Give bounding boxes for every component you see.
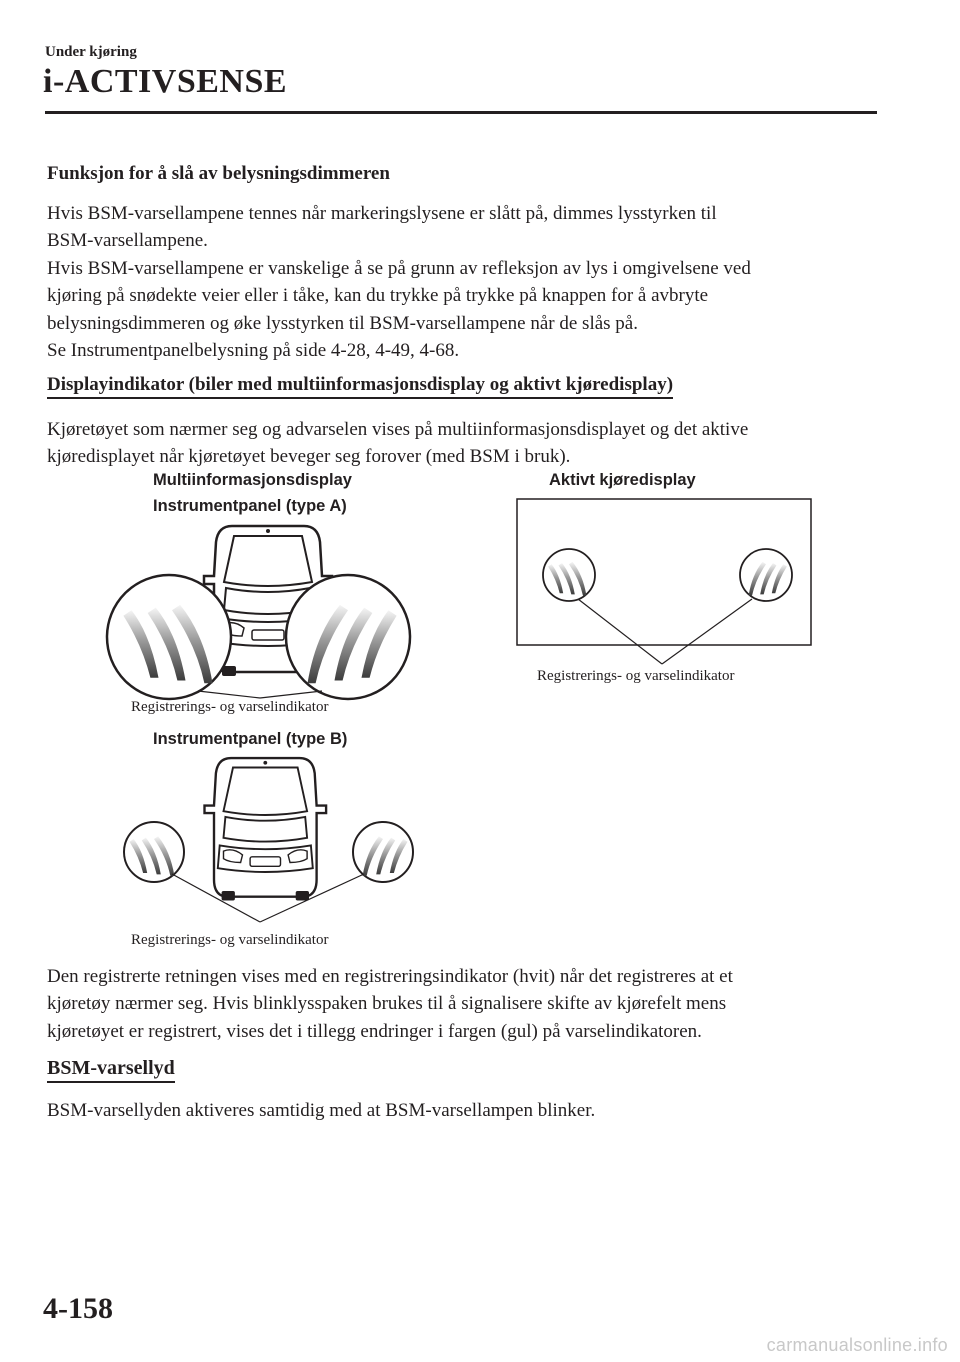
text-line: kjøretøyet er registrert, vises det i tillegg endringer i fargen (gul) på varselindikatoren. [47, 1020, 702, 1042]
dimmer-paragraph [47, 200, 897, 364]
text-line: BSM-varsellampene. [47, 230, 208, 252]
type-b-title: Instrumentpanel (type B) [153, 730, 348, 748]
caption-type-b: Registrerings- og varselindikator [131, 932, 329, 948]
mid-title: Multiinformasjonsdisplay [153, 471, 352, 489]
text-line: Kjøretøyet som nærmer seg og advarselen vises på multiinformasjonsdisplayet og det aktive [47, 419, 749, 440]
type-a-illustration [100, 520, 420, 710]
sound-paragraph [47, 1097, 897, 1124]
header-rule [45, 111, 877, 114]
text-line: kjøring på snødekte veier eller i tåke, kan du trykke på trykke på knappen for å avbryte [47, 285, 709, 307]
text-line: Hvis BSM-varsellampene er vanskelige å se på grunn av refleksjon av lys i omgivelsene ved [47, 257, 751, 279]
sound-heading: BSM-varsellyd [47, 1057, 175, 1080]
type-b-illustration [100, 752, 420, 932]
text-line: kjøretøy nærmer seg. Hvis blinklysspaken brukes til å signalisere skifte av kjørefelt mens [47, 993, 727, 1015]
type-a-title: Instrumentpanel (type A) [153, 497, 347, 515]
text-line: Hvis BSM-varsellampene tennes når markeringslysene er slått på, dimmes lysstyrken til [47, 203, 717, 224]
text-line: belysningsdimmeren og øke lysstyrken til BSM-varsellampene når de slås på. [47, 312, 638, 334]
section-label: Under kjøring [45, 44, 137, 60]
text-line: Den registrerte retningen vises med en registreringsindikator (hvit) når det registreres at et [47, 966, 733, 987]
detection-paragraph [47, 963, 897, 1045]
active-display-illustration [516, 498, 812, 670]
chapter-title: i-ACTIVSENSE [43, 63, 288, 100]
car-rear-icon [205, 758, 327, 901]
display-heading: Displayindikator (biler med multiinformasjonsdisplay og aktivt kjøredisplay) [47, 374, 673, 396]
text-line: BSM-varsellyden aktiveres samtidig med at BSM-varsellampen blinker. [47, 1100, 596, 1121]
text-line: Se Instrumentpanelbelysning på side 4-28, 4-49, 4-68. [47, 340, 460, 362]
dimmer-heading: Funksjon for å slå av belysningsdimmeren [47, 163, 390, 184]
active-display-title: Aktivt kjøredisplay [549, 471, 696, 489]
display-paragraph [47, 416, 897, 471]
text-line: kjøredisplayet når kjøretøyet beveger seg forover (med BSM i bruk). [47, 446, 571, 468]
watermark: carmanualsonline.info [766, 1335, 948, 1355]
caption-active-display: Registrerings- og varselindikator [537, 668, 735, 684]
caption-type-a: Registrerings- og varselindikator [131, 699, 329, 715]
page-number: 4-158 [43, 1292, 113, 1325]
